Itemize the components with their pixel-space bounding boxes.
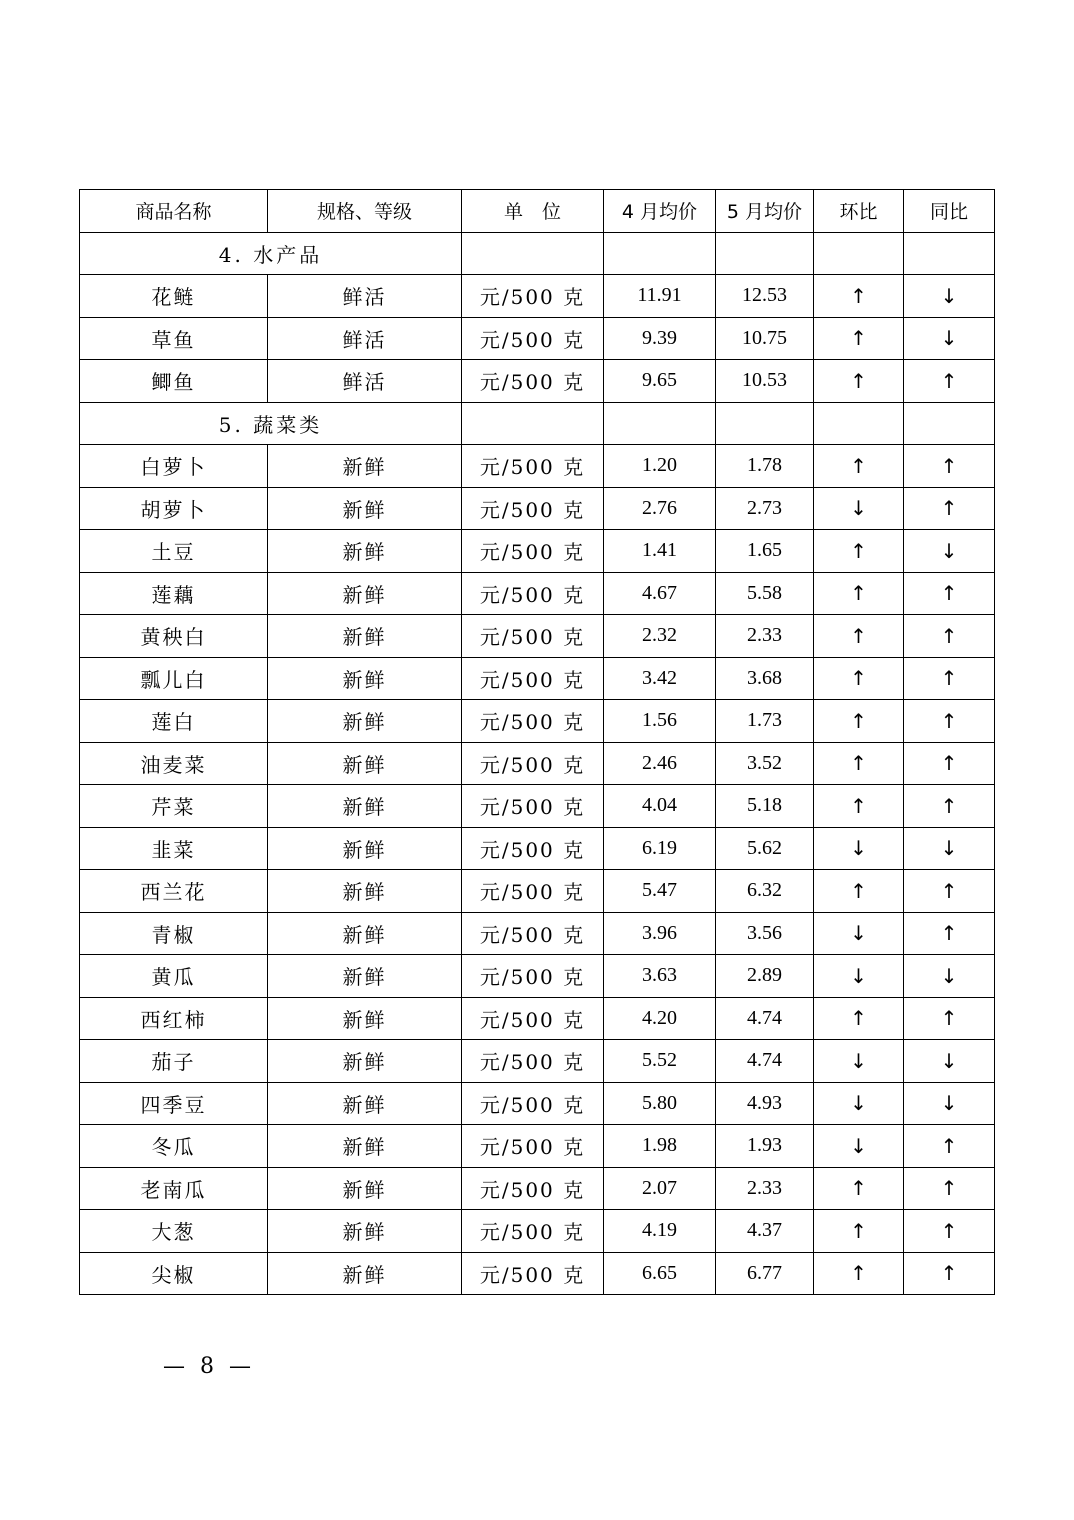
april-price-cell: 6.65 bbox=[604, 1252, 716, 1295]
product-name-cell: 白萝卜 bbox=[80, 445, 268, 488]
unit-cell: 元/500 克 bbox=[462, 1125, 604, 1168]
year-on-year-arrow: ↑ bbox=[904, 1167, 995, 1210]
grade-cell: 新鲜 bbox=[268, 997, 462, 1040]
grade-cell: 新鲜 bbox=[268, 530, 462, 573]
product-name-cell: 老南瓜 bbox=[80, 1167, 268, 1210]
year-on-year-arrow: ↑ bbox=[904, 912, 995, 955]
section-title: 5. 蔬菜类 bbox=[80, 402, 462, 445]
may-price-cell: 2.33 bbox=[716, 1167, 814, 1210]
may-price-cell: 5.58 bbox=[716, 572, 814, 615]
april-price-cell: 5.52 bbox=[604, 1040, 716, 1083]
header-april-avg: 4 月均价 bbox=[604, 190, 716, 233]
april-price-cell: 2.46 bbox=[604, 742, 716, 785]
may-price-cell: 5.18 bbox=[716, 785, 814, 828]
unit-cell: 元/500 克 bbox=[462, 700, 604, 743]
table-row bbox=[80, 360, 995, 403]
empty-cell bbox=[462, 232, 604, 275]
table-row bbox=[80, 445, 995, 488]
year-on-year-arrow: ↑ bbox=[904, 360, 995, 403]
product-name-cell: 西红柿 bbox=[80, 997, 268, 1040]
table-header-row bbox=[80, 190, 995, 233]
section-title: 4. 水产品 bbox=[80, 232, 462, 275]
may-price-cell: 3.52 bbox=[716, 742, 814, 785]
year-on-year-arrow: ↑ bbox=[904, 1125, 995, 1168]
unit-cell: 元/500 克 bbox=[462, 360, 604, 403]
grade-cell: 新鲜 bbox=[268, 1125, 462, 1168]
grade-cell: 新鲜 bbox=[268, 955, 462, 998]
section-row bbox=[80, 402, 995, 445]
empty-cell bbox=[904, 232, 995, 275]
unit-cell: 元/500 克 bbox=[462, 955, 604, 998]
may-price-cell: 1.65 bbox=[716, 530, 814, 573]
table-row bbox=[80, 785, 995, 828]
april-price-cell: 1.41 bbox=[604, 530, 716, 573]
grade-cell: 新鲜 bbox=[268, 827, 462, 870]
month-on-month-arrow: ↑ bbox=[814, 360, 904, 403]
month-on-month-arrow: ↓ bbox=[814, 955, 904, 998]
grade-cell: 新鲜 bbox=[268, 657, 462, 700]
year-on-year-arrow: ↓ bbox=[904, 827, 995, 870]
empty-cell bbox=[716, 402, 814, 445]
price-table bbox=[79, 189, 995, 1295]
may-price-cell: 4.37 bbox=[716, 1210, 814, 1253]
month-on-month-arrow: ↑ bbox=[814, 742, 904, 785]
table-row bbox=[80, 997, 995, 1040]
may-price-cell: 2.89 bbox=[716, 955, 814, 998]
grade-cell: 新鲜 bbox=[268, 572, 462, 615]
april-price-cell: 4.20 bbox=[604, 997, 716, 1040]
grade-cell: 新鲜 bbox=[268, 615, 462, 658]
product-name-cell: 花鲢 bbox=[80, 275, 268, 318]
april-price-cell: 3.96 bbox=[604, 912, 716, 955]
product-name-cell: 尖椒 bbox=[80, 1252, 268, 1295]
header-year-on-year: 同比 bbox=[904, 190, 995, 233]
year-on-year-arrow: ↑ bbox=[904, 657, 995, 700]
may-price-cell: 5.62 bbox=[716, 827, 814, 870]
product-name-cell: 土豆 bbox=[80, 530, 268, 573]
month-on-month-arrow: ↑ bbox=[814, 530, 904, 573]
grade-cell: 新鲜 bbox=[268, 1252, 462, 1295]
product-name-cell: 莲白 bbox=[80, 700, 268, 743]
april-price-cell: 9.39 bbox=[604, 317, 716, 360]
month-on-month-arrow: ↑ bbox=[814, 317, 904, 360]
year-on-year-arrow: ↑ bbox=[904, 785, 995, 828]
april-price-cell: 1.98 bbox=[604, 1125, 716, 1168]
unit-cell: 元/500 克 bbox=[462, 657, 604, 700]
table-row bbox=[80, 487, 995, 530]
header-unit: 单 位 bbox=[462, 190, 604, 233]
year-on-year-arrow: ↑ bbox=[904, 615, 995, 658]
product-name-cell: 莲藕 bbox=[80, 572, 268, 615]
unit-cell: 元/500 克 bbox=[462, 1167, 604, 1210]
product-name-cell: 四季豆 bbox=[80, 1082, 268, 1125]
grade-cell: 新鲜 bbox=[268, 1167, 462, 1210]
table-row bbox=[80, 1252, 995, 1295]
year-on-year-arrow: ↑ bbox=[904, 1252, 995, 1295]
unit-cell: 元/500 克 bbox=[462, 317, 604, 360]
april-price-cell: 3.63 bbox=[604, 955, 716, 998]
empty-cell bbox=[604, 232, 716, 275]
unit-cell: 元/500 克 bbox=[462, 912, 604, 955]
april-price-cell: 1.20 bbox=[604, 445, 716, 488]
grade-cell: 新鲜 bbox=[268, 700, 462, 743]
product-name-cell: 青椒 bbox=[80, 912, 268, 955]
april-price-cell: 5.47 bbox=[604, 870, 716, 913]
april-price-cell: 4.19 bbox=[604, 1210, 716, 1253]
table-row bbox=[80, 1167, 995, 1210]
year-on-year-arrow: ↓ bbox=[904, 530, 995, 573]
may-price-cell: 4.74 bbox=[716, 1040, 814, 1083]
year-on-year-arrow: ↑ bbox=[904, 487, 995, 530]
april-price-cell: 1.56 bbox=[604, 700, 716, 743]
grade-cell: 新鲜 bbox=[268, 1210, 462, 1253]
month-on-month-arrow: ↑ bbox=[814, 572, 904, 615]
april-price-cell: 2.07 bbox=[604, 1167, 716, 1210]
product-name-cell: 瓢儿白 bbox=[80, 657, 268, 700]
april-price-cell: 5.80 bbox=[604, 1082, 716, 1125]
month-on-month-arrow: ↑ bbox=[814, 997, 904, 1040]
month-on-month-arrow: ↑ bbox=[814, 785, 904, 828]
year-on-year-arrow: ↑ bbox=[904, 445, 995, 488]
product-name-cell: 草鱼 bbox=[80, 317, 268, 360]
unit-cell: 元/500 克 bbox=[462, 572, 604, 615]
table-row bbox=[80, 1082, 995, 1125]
unit-cell: 元/500 克 bbox=[462, 827, 604, 870]
may-price-cell: 2.73 bbox=[716, 487, 814, 530]
grade-cell: 鲜活 bbox=[268, 317, 462, 360]
year-on-year-arrow: ↑ bbox=[904, 997, 995, 1040]
table-row bbox=[80, 275, 995, 318]
month-on-month-arrow: ↓ bbox=[814, 1082, 904, 1125]
unit-cell: 元/500 克 bbox=[462, 870, 604, 913]
unit-cell: 元/500 克 bbox=[462, 1252, 604, 1295]
table-row bbox=[80, 870, 995, 913]
header-month-on-month: 环比 bbox=[814, 190, 904, 233]
year-on-year-arrow: ↓ bbox=[904, 955, 995, 998]
grade-cell: 新鲜 bbox=[268, 1040, 462, 1083]
year-on-year-arrow: ↑ bbox=[904, 742, 995, 785]
april-price-cell: 9.65 bbox=[604, 360, 716, 403]
month-on-month-arrow: ↑ bbox=[814, 657, 904, 700]
may-price-cell: 1.73 bbox=[716, 700, 814, 743]
empty-cell bbox=[716, 232, 814, 275]
april-price-cell: 3.42 bbox=[604, 657, 716, 700]
april-price-cell: 4.04 bbox=[604, 785, 716, 828]
unit-cell: 元/500 克 bbox=[462, 1040, 604, 1083]
month-on-month-arrow: ↑ bbox=[814, 1167, 904, 1210]
product-name-cell: 胡萝卜 bbox=[80, 487, 268, 530]
year-on-year-arrow: ↓ bbox=[904, 1040, 995, 1083]
year-on-year-arrow: ↓ bbox=[904, 275, 995, 318]
year-on-year-arrow: ↓ bbox=[904, 1082, 995, 1125]
page-number: — 8 — bbox=[163, 1354, 255, 1379]
empty-cell bbox=[462, 402, 604, 445]
table-row bbox=[80, 827, 995, 870]
month-on-month-arrow: ↑ bbox=[814, 275, 904, 318]
product-name-cell: 冬瓜 bbox=[80, 1125, 268, 1168]
grade-cell: 新鲜 bbox=[268, 912, 462, 955]
month-on-month-arrow: ↑ bbox=[814, 870, 904, 913]
product-name-cell: 鲫鱼 bbox=[80, 360, 268, 403]
table-body bbox=[80, 232, 995, 1295]
april-price-cell: 4.67 bbox=[604, 572, 716, 615]
grade-cell: 鲜活 bbox=[268, 360, 462, 403]
product-name-cell: 黄秧白 bbox=[80, 615, 268, 658]
month-on-month-arrow: ↓ bbox=[814, 1040, 904, 1083]
table-row bbox=[80, 1040, 995, 1083]
april-price-cell: 2.76 bbox=[604, 487, 716, 530]
april-price-cell: 2.32 bbox=[604, 615, 716, 658]
table-row bbox=[80, 742, 995, 785]
grade-cell: 新鲜 bbox=[268, 785, 462, 828]
product-name-cell: 茄子 bbox=[80, 1040, 268, 1083]
unit-cell: 元/500 克 bbox=[462, 615, 604, 658]
empty-cell bbox=[604, 402, 716, 445]
unit-cell: 元/500 克 bbox=[462, 275, 604, 318]
table-row bbox=[80, 955, 995, 998]
section-row bbox=[80, 232, 995, 275]
may-price-cell: 10.75 bbox=[716, 317, 814, 360]
unit-cell: 元/500 克 bbox=[462, 1210, 604, 1253]
empty-cell bbox=[814, 232, 904, 275]
may-price-cell: 4.93 bbox=[716, 1082, 814, 1125]
may-price-cell: 6.32 bbox=[716, 870, 814, 913]
table-row bbox=[80, 317, 995, 360]
table-row bbox=[80, 700, 995, 743]
product-name-cell: 油麦菜 bbox=[80, 742, 268, 785]
grade-cell: 鲜活 bbox=[268, 275, 462, 318]
unit-cell: 元/500 克 bbox=[462, 445, 604, 488]
grade-cell: 新鲜 bbox=[268, 445, 462, 488]
grade-cell: 新鲜 bbox=[268, 487, 462, 530]
unit-cell: 元/500 克 bbox=[462, 487, 604, 530]
table-row bbox=[80, 530, 995, 573]
grade-cell: 新鲜 bbox=[268, 742, 462, 785]
month-on-month-arrow: ↑ bbox=[814, 615, 904, 658]
unit-cell: 元/500 克 bbox=[462, 997, 604, 1040]
month-on-month-arrow: ↑ bbox=[814, 1252, 904, 1295]
header-may-avg: 5 月均价 bbox=[716, 190, 814, 233]
may-price-cell: 10.53 bbox=[716, 360, 814, 403]
product-name-cell: 黄瓜 bbox=[80, 955, 268, 998]
may-price-cell: 4.74 bbox=[716, 997, 814, 1040]
grade-cell: 新鲜 bbox=[268, 870, 462, 913]
table-row bbox=[80, 1125, 995, 1168]
unit-cell: 元/500 克 bbox=[462, 530, 604, 573]
unit-cell: 元/500 克 bbox=[462, 742, 604, 785]
year-on-year-arrow: ↑ bbox=[904, 700, 995, 743]
table-row bbox=[80, 572, 995, 615]
empty-cell bbox=[904, 402, 995, 445]
month-on-month-arrow: ↓ bbox=[814, 487, 904, 530]
may-price-cell: 6.77 bbox=[716, 1252, 814, 1295]
product-name-cell: 西兰花 bbox=[80, 870, 268, 913]
month-on-month-arrow: ↓ bbox=[814, 827, 904, 870]
month-on-month-arrow: ↓ bbox=[814, 912, 904, 955]
table-row bbox=[80, 615, 995, 658]
month-on-month-arrow: ↓ bbox=[814, 1125, 904, 1168]
may-price-cell: 2.33 bbox=[716, 615, 814, 658]
product-name-cell: 韭菜 bbox=[80, 827, 268, 870]
may-price-cell: 1.93 bbox=[716, 1125, 814, 1168]
header-product-name: 商品名称 bbox=[80, 190, 268, 233]
month-on-month-arrow: ↑ bbox=[814, 1210, 904, 1253]
grade-cell: 新鲜 bbox=[268, 1082, 462, 1125]
unit-cell: 元/500 克 bbox=[462, 785, 604, 828]
table-row bbox=[80, 912, 995, 955]
year-on-year-arrow: ↓ bbox=[904, 317, 995, 360]
may-price-cell: 12.53 bbox=[716, 275, 814, 318]
header-grade: 规格、等级 bbox=[268, 190, 462, 233]
product-name-cell: 芹菜 bbox=[80, 785, 268, 828]
month-on-month-arrow: ↑ bbox=[814, 445, 904, 488]
may-price-cell: 3.56 bbox=[716, 912, 814, 955]
may-price-cell: 3.68 bbox=[716, 657, 814, 700]
unit-cell: 元/500 克 bbox=[462, 1082, 604, 1125]
april-price-cell: 6.19 bbox=[604, 827, 716, 870]
empty-cell bbox=[814, 402, 904, 445]
table-row bbox=[80, 1210, 995, 1253]
month-on-month-arrow: ↑ bbox=[814, 700, 904, 743]
may-price-cell: 1.78 bbox=[716, 445, 814, 488]
table-row bbox=[80, 657, 995, 700]
year-on-year-arrow: ↑ bbox=[904, 572, 995, 615]
product-name-cell: 大葱 bbox=[80, 1210, 268, 1253]
year-on-year-arrow: ↑ bbox=[904, 870, 995, 913]
april-price-cell: 11.91 bbox=[604, 275, 716, 318]
year-on-year-arrow: ↑ bbox=[904, 1210, 995, 1253]
